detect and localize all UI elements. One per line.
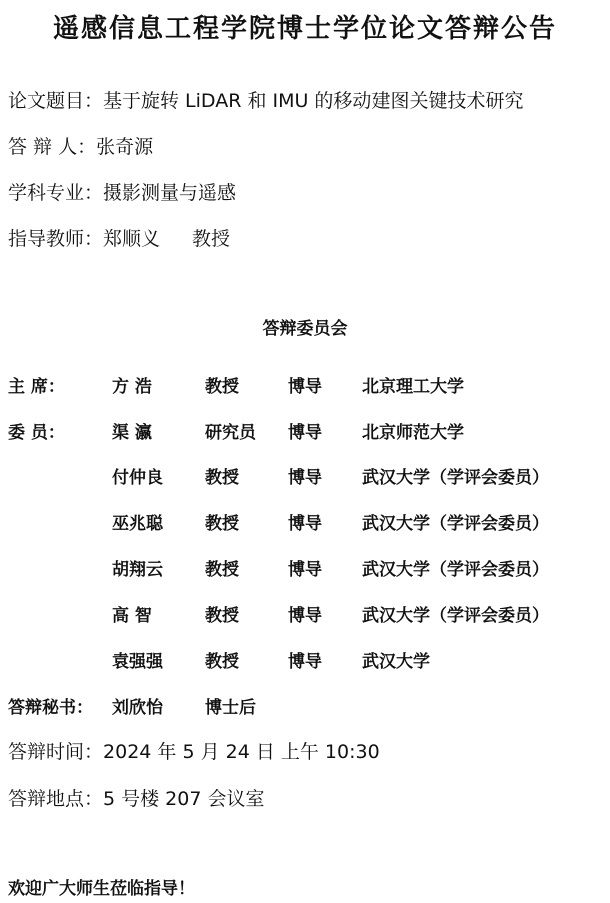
member-title: 教授 xyxy=(205,560,239,580)
member-degree: 博导 xyxy=(288,606,322,626)
place-value: 5 号楼 207 会议室 xyxy=(103,788,265,810)
defender-label: 答 辩 人： xyxy=(8,136,97,158)
member-name: 高 智 xyxy=(112,606,152,626)
time-line xyxy=(8,737,380,764)
member-title: 研究员 xyxy=(205,423,256,443)
member-institution: 武汉大学（学评会委员） xyxy=(362,514,549,534)
defender-name: 张奇源 xyxy=(96,136,154,158)
member-institution: 北京师范大学 xyxy=(362,423,464,443)
closing-text: 欢迎广大师生莅临指导！ xyxy=(8,879,195,899)
major-label: 学科专业： xyxy=(8,182,104,204)
secretary-name: 刘欣怡 xyxy=(112,698,163,718)
secretary-label: 答辩秘书： xyxy=(8,698,93,718)
place-label: 答辩地点： xyxy=(8,788,104,810)
secretary-title: 博士后 xyxy=(205,698,256,718)
member-institution: 武汉大学（学评会委员） xyxy=(362,560,549,580)
advisor-line xyxy=(8,224,230,251)
member-title: 教授 xyxy=(205,377,239,397)
thesis-label: 论文题目： xyxy=(8,90,104,112)
advisor-name: 郑顺义 xyxy=(103,228,161,250)
announcement-title: 遥感信息工程学院博士学位论文答辩公告 xyxy=(52,14,557,44)
member-institution: 武汉大学 xyxy=(362,652,430,672)
advisor-label: 指导教师： xyxy=(8,228,104,250)
member-institution: 北京理工大学 xyxy=(362,377,464,397)
member-title: 教授 xyxy=(205,652,239,672)
member-title: 教授 xyxy=(205,514,239,534)
member-name: 付仲良 xyxy=(112,468,163,488)
committee-heading: 答辩委员会 xyxy=(262,319,348,339)
member-institution: 武汉大学（学评会委员） xyxy=(362,468,549,488)
member-name: 渠 瀛 xyxy=(112,423,152,443)
major-value: 摄影测量与遥感 xyxy=(103,182,237,204)
member-name: 方 浩 xyxy=(112,377,152,397)
place-line xyxy=(8,784,265,811)
member-title: 教授 xyxy=(205,468,239,488)
defender-line xyxy=(8,132,153,159)
member-title: 教授 xyxy=(205,606,239,626)
member-degree: 博导 xyxy=(288,377,322,397)
member-label: 委 员： xyxy=(8,423,65,443)
time-label: 答辩时间： xyxy=(8,741,104,763)
member-name: 巫兆聪 xyxy=(112,514,163,534)
chair-label: 主 席： xyxy=(8,377,65,397)
member-degree: 博导 xyxy=(288,514,322,534)
thesis-title: 基于旋转 LiDAR 和 IMU 的移动建图关键技术研究 xyxy=(103,90,524,112)
time-value: 2024 年 5 月 24 日 上午 10:30 xyxy=(103,741,380,763)
advisor-title: 教授 xyxy=(192,228,231,250)
member-degree: 博导 xyxy=(288,652,322,672)
member-degree: 博导 xyxy=(288,423,322,443)
member-name: 胡翔云 xyxy=(112,560,163,580)
member-degree: 博导 xyxy=(288,560,322,580)
thesis-line xyxy=(8,86,523,113)
member-degree: 博导 xyxy=(288,468,322,488)
member-institution: 武汉大学（学评会委员） xyxy=(362,606,549,626)
member-name: 袁强强 xyxy=(112,652,163,672)
major-line xyxy=(8,178,236,205)
